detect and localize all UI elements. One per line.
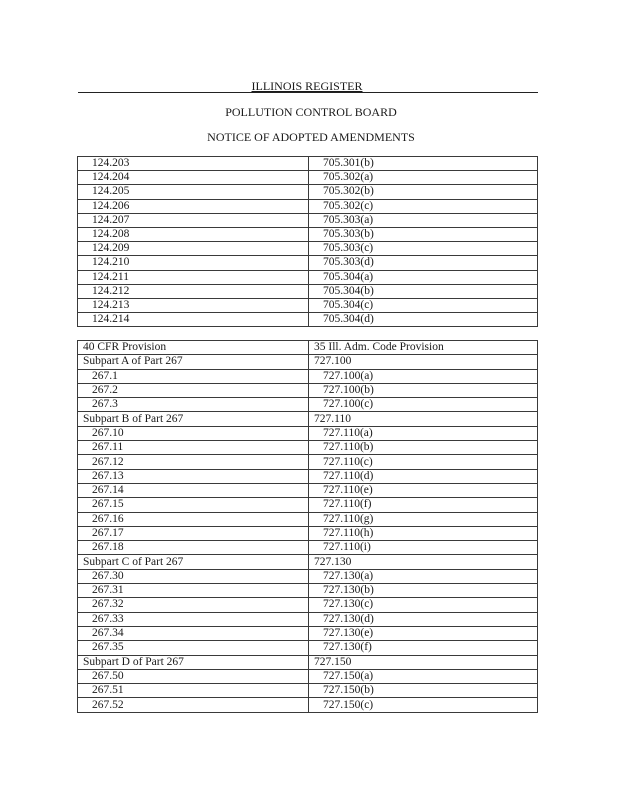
table-row	[78, 698, 538, 712]
table-row	[78, 584, 538, 598]
table-row	[78, 612, 538, 626]
illinois-section-cell: 705.304(b)	[309, 284, 538, 298]
cfr-provision-cell: 267.16	[78, 512, 309, 526]
provision-table-continued-body	[78, 157, 538, 327]
federal-section-cell: 124.208	[78, 227, 309, 241]
cfr-provision-cell: Subpart D of Part 267	[78, 655, 309, 669]
table-row	[78, 369, 538, 383]
table-row	[78, 157, 538, 171]
adm-code-provision-cell: 727.110(c)	[309, 455, 538, 469]
illinois-section-cell: 705.302(c)	[309, 199, 538, 213]
subpart-row	[78, 355, 538, 369]
illinois-section-cell: 705.303(c)	[309, 242, 538, 256]
federal-section-cell: 124.213	[78, 298, 309, 312]
cfr-provision-cell: 267.34	[78, 626, 309, 640]
table-row	[78, 313, 538, 327]
cfr-provision-cell: 267.50	[78, 669, 309, 683]
cfr-provision-cell: 267.51	[78, 684, 309, 698]
federal-section-cell: 124.205	[78, 185, 309, 199]
column-header-cfr: 40 CFR Provision	[78, 341, 309, 355]
illinois-section-cell: 705.302(a)	[309, 171, 538, 185]
board-title: POLLUTION CONTROL BOARD	[225, 105, 397, 119]
federal-section-cell: 124.214	[78, 313, 309, 327]
federal-section-cell: 124.206	[78, 199, 309, 213]
federal-section-cell: 124.207	[78, 213, 309, 227]
illinois-section-cell: 705.303(b)	[309, 227, 538, 241]
table-row	[78, 298, 538, 312]
table-header-row	[78, 341, 538, 355]
adm-code-provision-cell: 727.100(c)	[309, 398, 538, 412]
table-row	[78, 541, 538, 555]
table-row	[78, 441, 538, 455]
cfr-provision-cell: 267.17	[78, 526, 309, 540]
cfr-provision-table	[77, 340, 538, 713]
table-row	[78, 569, 538, 583]
adm-code-provision-cell: 727.110	[309, 412, 538, 426]
federal-section-cell: 124.209	[78, 242, 309, 256]
table-row	[78, 398, 538, 412]
cfr-provision-cell: 267.1	[78, 369, 309, 383]
illinois-section-cell: 705.303(a)	[309, 213, 538, 227]
illinois-section-cell: 705.301(b)	[309, 157, 538, 171]
adm-code-provision-cell: 727.110(i)	[309, 541, 538, 555]
table-row	[78, 199, 538, 213]
cfr-provision-cell: 267.32	[78, 598, 309, 612]
subpart-row	[78, 412, 538, 426]
register-title: ILLINOIS REGISTER	[251, 79, 363, 93]
table-row	[78, 469, 538, 483]
table-row	[78, 526, 538, 540]
adm-code-provision-cell: 727.130	[309, 555, 538, 569]
federal-section-cell: 124.212	[78, 284, 309, 298]
cfr-provision-cell: 267.52	[78, 698, 309, 712]
illinois-section-cell: 705.304(a)	[309, 270, 538, 284]
table-row	[78, 455, 538, 469]
federal-section-cell: 124.203	[78, 157, 309, 171]
adm-code-provision-cell: 727.100	[309, 355, 538, 369]
table-row	[78, 256, 538, 270]
cfr-provision-cell: 267.30	[78, 569, 309, 583]
table-row	[78, 483, 538, 497]
adm-code-provision-cell: 727.150(b)	[309, 684, 538, 698]
table-row	[78, 598, 538, 612]
federal-section-cell: 124.204	[78, 171, 309, 185]
table-row	[78, 669, 538, 683]
illinois-section-cell: 705.304(d)	[309, 313, 538, 327]
adm-code-provision-cell: 727.130(b)	[309, 584, 538, 598]
cfr-provision-table-body	[78, 355, 538, 712]
adm-code-provision-cell: 727.110(g)	[309, 512, 538, 526]
table-row	[78, 383, 538, 397]
adm-code-provision-cell: 727.110(e)	[309, 483, 538, 497]
adm-code-provision-cell: 727.110(d)	[309, 469, 538, 483]
adm-code-provision-cell: 727.130(c)	[309, 598, 538, 612]
adm-code-provision-cell: 727.150	[309, 655, 538, 669]
cfr-provision-cell: 267.33	[78, 612, 309, 626]
table-row	[78, 185, 538, 199]
provision-table-continued	[77, 156, 538, 327]
table-row	[78, 641, 538, 655]
federal-section-cell: 124.210	[78, 256, 309, 270]
subpart-row	[78, 655, 538, 669]
table-row	[78, 270, 538, 284]
adm-code-provision-cell: 727.130(d)	[309, 612, 538, 626]
table-row	[78, 284, 538, 298]
cfr-provision-cell: 267.10	[78, 426, 309, 440]
cfr-provision-cell: 267.35	[78, 641, 309, 655]
table-row	[78, 171, 538, 185]
cfr-provision-cell: 267.11	[78, 441, 309, 455]
illinois-section-cell: 705.302(b)	[309, 185, 538, 199]
federal-section-cell: 124.211	[78, 270, 309, 284]
cfr-provision-cell: 267.3	[78, 398, 309, 412]
adm-code-provision-cell: 727.130(e)	[309, 626, 538, 640]
cfr-provision-cell: 267.31	[78, 584, 309, 598]
table-row	[78, 227, 538, 241]
cfr-provision-cell: 267.12	[78, 455, 309, 469]
table-row	[78, 426, 538, 440]
table-row	[78, 684, 538, 698]
cfr-provision-cell: 267.15	[78, 498, 309, 512]
table-row	[78, 498, 538, 512]
adm-code-provision-cell: 727.110(f)	[309, 498, 538, 512]
illinois-section-cell: 705.303(d)	[309, 256, 538, 270]
adm-code-provision-cell: 727.110(b)	[309, 441, 538, 455]
adm-code-provision-cell: 727.150(a)	[309, 669, 538, 683]
adm-code-provision-cell: 727.110(h)	[309, 526, 538, 540]
notice-title: NOTICE OF ADOPTED AMENDMENTS	[207, 130, 415, 144]
cfr-provision-cell: Subpart B of Part 267	[78, 412, 309, 426]
adm-code-provision-cell: 727.130(a)	[309, 569, 538, 583]
cfr-provision-cell: 267.14	[78, 483, 309, 497]
table-row	[78, 242, 538, 256]
adm-code-provision-cell: 727.100(b)	[309, 383, 538, 397]
table-row	[78, 512, 538, 526]
adm-code-provision-cell: 727.110(a)	[309, 426, 538, 440]
table-row	[78, 626, 538, 640]
cfr-provision-cell: 267.18	[78, 541, 309, 555]
adm-code-provision-cell: 727.130(f)	[309, 641, 538, 655]
cfr-provision-cell: Subpart C of Part 267	[78, 555, 309, 569]
cfr-provision-cell: Subpart A of Part 267	[78, 355, 309, 369]
adm-code-provision-cell: 727.150(c)	[309, 698, 538, 712]
column-header-adm-code: 35 Ill. Adm. Code Provision	[309, 341, 538, 355]
cfr-provision-cell: 267.2	[78, 383, 309, 397]
subpart-row	[78, 555, 538, 569]
adm-code-provision-cell: 727.100(a)	[309, 369, 538, 383]
table-row	[78, 213, 538, 227]
cfr-provision-cell: 267.13	[78, 469, 309, 483]
illinois-section-cell: 705.304(c)	[309, 298, 538, 312]
header-rule	[78, 92, 538, 93]
